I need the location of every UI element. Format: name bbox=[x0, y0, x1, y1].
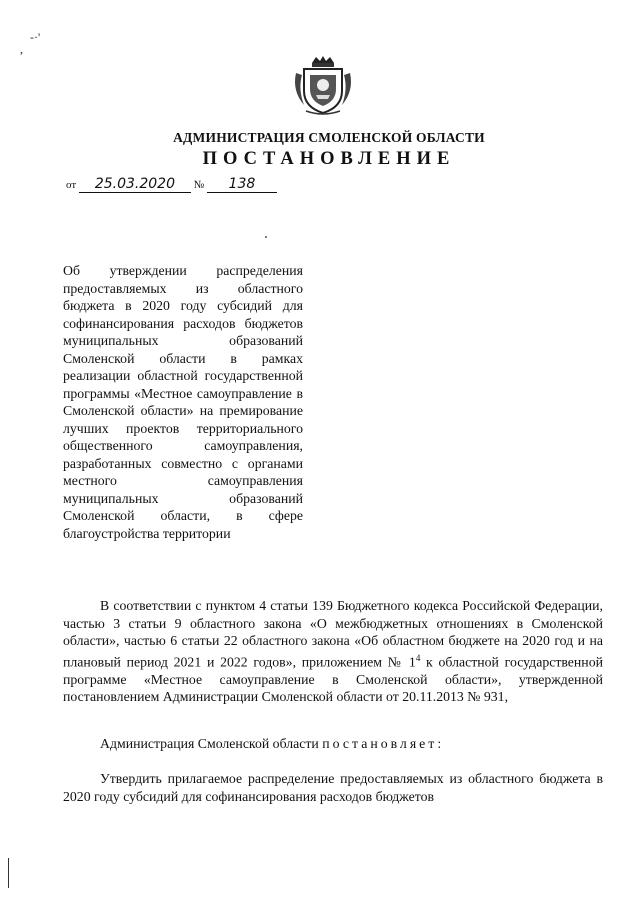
preamble-text-a: В соответствии с пунктом 4 статьи 139 Бюджетного кодекса Российской Федерации, частью 3 статьи 9 областного закона «О межбюджетных отношениях в Смоленской области», частью 6 статьи 22 областного закона «Об областном бюджете на 2020 год и на плановый период 2021 и 2022 годов», приложением № 1 bbox=[63, 598, 603, 670]
date-prefix-label: от bbox=[66, 179, 77, 191]
scan-dot bbox=[265, 236, 267, 238]
organization-name: АДМИНИСТРАЦИЯ СМОЛЕНСКОЙ ОБЛАСТИ bbox=[173, 130, 485, 145]
preamble-superscript: 4 bbox=[415, 652, 421, 663]
document-number: 138 bbox=[207, 176, 277, 193]
scan-edge-line bbox=[8, 858, 9, 888]
scan-artifact: , bbox=[20, 42, 23, 56]
number-label: № bbox=[193, 179, 205, 191]
item-1-paragraph: Утвердить прилагаемое распределение предоставляемых из областного бюджета в 2020 году субсидий для софинансирования расходов бюджетов bbox=[63, 771, 603, 804]
document-type-title: ПОСТАНОВЛЕНИЕ bbox=[202, 149, 456, 169]
coat-of-arms-icon bbox=[290, 55, 356, 117]
decree-word: постановляет: bbox=[322, 736, 445, 751]
preamble-paragraph bbox=[63, 597, 603, 706]
preamble-text-b: к областной государственной программе «Местное самоуправление в Смоленской области», утвержденной постановлением Администрации Смоленской области от 20.11.2013 № 931, bbox=[63, 654, 603, 705]
decree-paragraph bbox=[100, 735, 600, 753]
decree-lead: Администрация Смоленской области bbox=[100, 736, 323, 751]
document-date: 25.03.2020 bbox=[79, 176, 191, 193]
date-number-line bbox=[66, 176, 277, 193]
document-subject: Об утверждении распределения предоставляемых из областного бюджета в 2020 году субсидий для софинансирования расходов бюджетов муниципальных образований Смоленской области в рамках реализации областной государственной программы «Местное самоуправление в Смоленской области» на премирование лучших проектов территориального общественного самоуправления, разработанных совместно с органами местного самоуправления муниципальных образований Смоленской области, в сфере благоустройства территории bbox=[63, 263, 303, 541]
scan-artifact: -·' bbox=[30, 30, 41, 44]
